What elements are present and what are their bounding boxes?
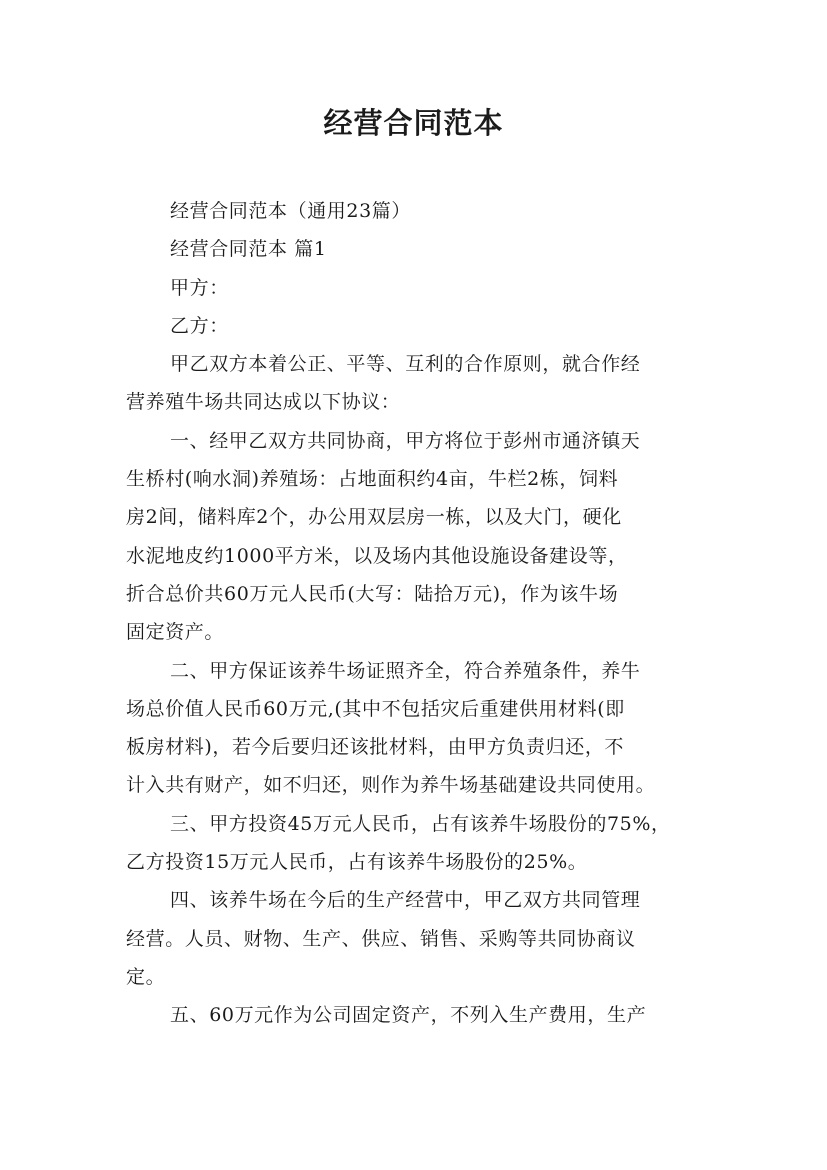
body-line: 场总价值人民币60万元,(其中不包括灾后重建供用材料(即 (126, 697, 625, 720)
body-line: 计入共有财产，如不归还，则作为养牛场基础建设共同使用。 (126, 774, 656, 797)
document-title: 经营合同范本 (323, 106, 504, 140)
body-line: 固定资产。 (126, 621, 225, 644)
body-line: 四、该养牛场在今后的生产经营中，甲乙双方共同管理 (170, 889, 641, 912)
body-line: 乙方投资15万元人民币，占有该养牛场股份的25%。 (126, 851, 588, 874)
body-line: 二、甲方保证该养牛场证照齐全，符合养殖条件，养牛 (170, 659, 641, 682)
body-line: 生桥村(响水洞)养殖场：占地面积约4亩，牛栏2栋，饲料 (126, 468, 619, 491)
body-line: 五、60万元作为公司固定资产，不列入生产费用，生产 (170, 1004, 647, 1027)
body-line: 定。 (126, 965, 166, 988)
body-line: 经营合同范本 篇1 (170, 238, 327, 261)
body-line: 房2间，储料库2个，办公用双层房一栋，以及大门，硬化 (126, 506, 622, 529)
body-line: 甲方： (170, 276, 229, 299)
body-line: 乙方： (170, 314, 229, 337)
body-line: 水泥地皮约1000平方米，以及场内其他设施设备建设等， (126, 544, 628, 567)
body-line: 经营。人员、财物、生产、供应、销售、采购等共同协商议 (126, 927, 636, 950)
body-line: 经营合同范本（通用23篇） (170, 200, 411, 222)
document-body (126, 192, 706, 1035)
body-line: 营养殖牛场共同达成以下协议： (126, 391, 401, 414)
body-line: 一、经甲乙双方共同协商，甲方将位于彭州市通济镇天 (170, 429, 641, 452)
body-line: 折合总价共60万元人民币(大写：陆拾万元)，作为该牛场 (126, 582, 619, 605)
body-line: 三、甲方投资45万元人民币，占有该养牛场股份的75%， (170, 812, 671, 835)
body-line: 甲乙双方本着公正、平等、互利的合作原则，就合作经 (170, 353, 641, 376)
body-line: 板房材料)，若今后要归还该批材料，由甲方负责归还，不 (126, 736, 625, 759)
